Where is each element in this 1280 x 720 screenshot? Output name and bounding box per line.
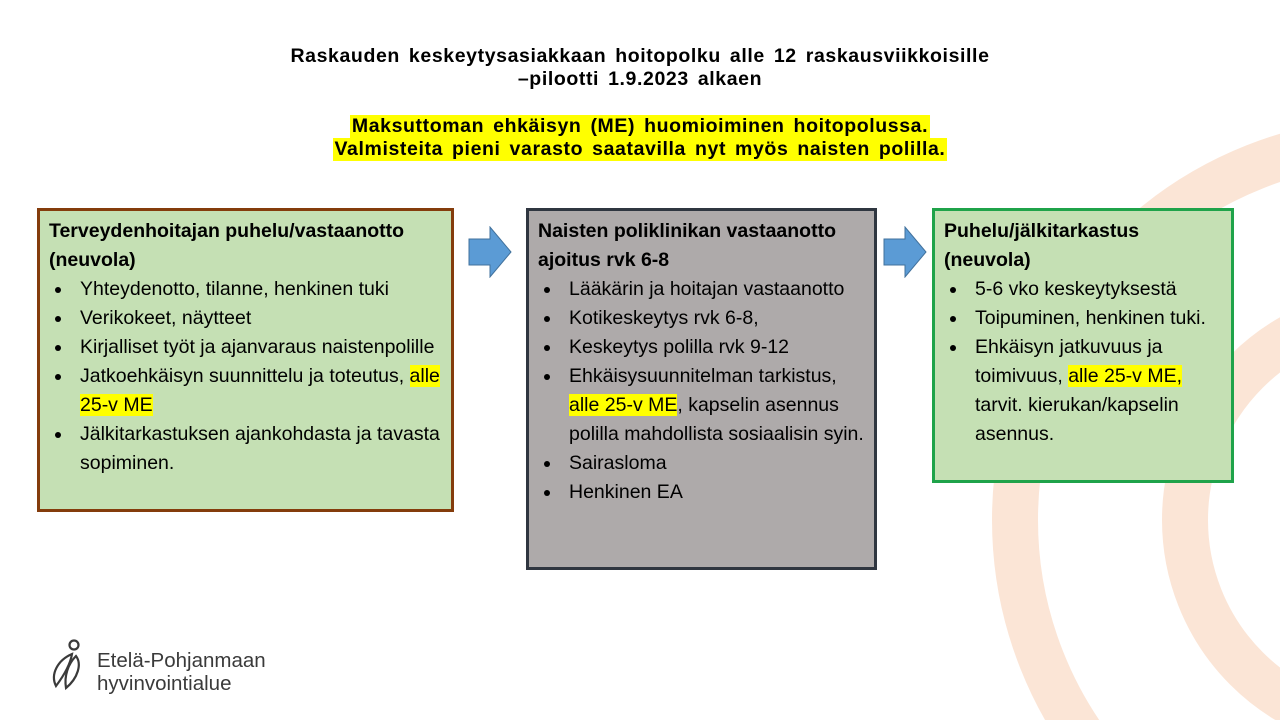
list-item	[944, 333, 1223, 449]
step-box-poliklinikka	[526, 208, 877, 570]
item-text: , kapselin asennus polilla mahdollista sosiaalisin syin.	[569, 394, 864, 445]
list-item	[49, 362, 443, 420]
list-item: Kotikeskeytys rvk 6-8,	[538, 304, 866, 333]
organization-logo-text	[97, 649, 266, 695]
step-list	[944, 275, 1223, 449]
list-item: Henkinen EA	[538, 478, 866, 507]
step-title: Puhelu/jälkitarkastus (neuvola)	[944, 220, 1140, 271]
page-title	[0, 45, 1280, 91]
list-item: Keskeytys polilla rvk 9-12	[538, 333, 866, 362]
list-item: Toipuminen, henkinen tuki.	[944, 304, 1223, 333]
step-list	[49, 275, 443, 478]
logo-line-1: Etelä-Pohjanmaan	[97, 649, 266, 672]
step-title: Terveydenhoitajan puhelu/vastaanotto (neuvola)	[49, 220, 405, 271]
list-item: Verikokeet, näytteet	[49, 304, 443, 333]
me-highlight: alle 25-v ME	[80, 365, 440, 416]
title-line-2: –pilootti 1.9.2023 alkaen	[517, 68, 763, 90]
logo-line-2: hyvinvointialue	[97, 672, 232, 695]
notice-line-2: Valmisteita pieni varasto saatavilla nyt myös naisten polilla.	[334, 138, 946, 160]
step-list	[538, 275, 866, 507]
notice-line-1: Maksuttoman ehkäisyn (ME) huomioiminen hoitopolussa.	[351, 115, 929, 137]
list-item: Yhteydenotto, tilanne, henkinen tuki	[49, 275, 443, 304]
step-box-neuvola	[37, 208, 454, 512]
right-arrow-icon	[883, 226, 927, 278]
right-arrow-icon	[468, 226, 512, 278]
list-item: Jälkitarkastuksen ajankohdasta ja tavasta sopiminen.	[49, 420, 443, 478]
list-item	[538, 362, 866, 449]
title-line-1: Raskauden keskeytysasiakkaan hoitopolku alle 12 raskausviikkoisille	[290, 45, 990, 67]
step-box-jalkitarkastus	[932, 208, 1234, 483]
item-text: Ehkäisysuunnitelman tarkistus,	[569, 365, 837, 387]
highlight-notice	[0, 115, 1280, 161]
item-text: Ehkäisyn jatkuvuus ja toimivuus,	[975, 336, 1163, 387]
item-text: tarvit. kierukan/kapselin asennus.	[975, 394, 1179, 445]
me-highlight: alle 25-v ME	[569, 394, 678, 416]
me-highlight: alle 25-v ME,	[1068, 365, 1182, 387]
item-text: Jatkoehkäisyn suunnittelu ja toteutus,	[80, 365, 410, 387]
list-item: Kirjalliset työt ja ajanvaraus naistenpolille	[49, 333, 443, 362]
step-title: Naisten poliklinikan vastaanotto ajoitus rvk 6-8	[538, 220, 836, 271]
list-item: Sairasloma	[538, 449, 866, 478]
list-item: 5-6 vko keskeytyksestä	[944, 275, 1223, 304]
list-item: Lääkärin ja hoitajan vastaanotto	[538, 275, 866, 304]
